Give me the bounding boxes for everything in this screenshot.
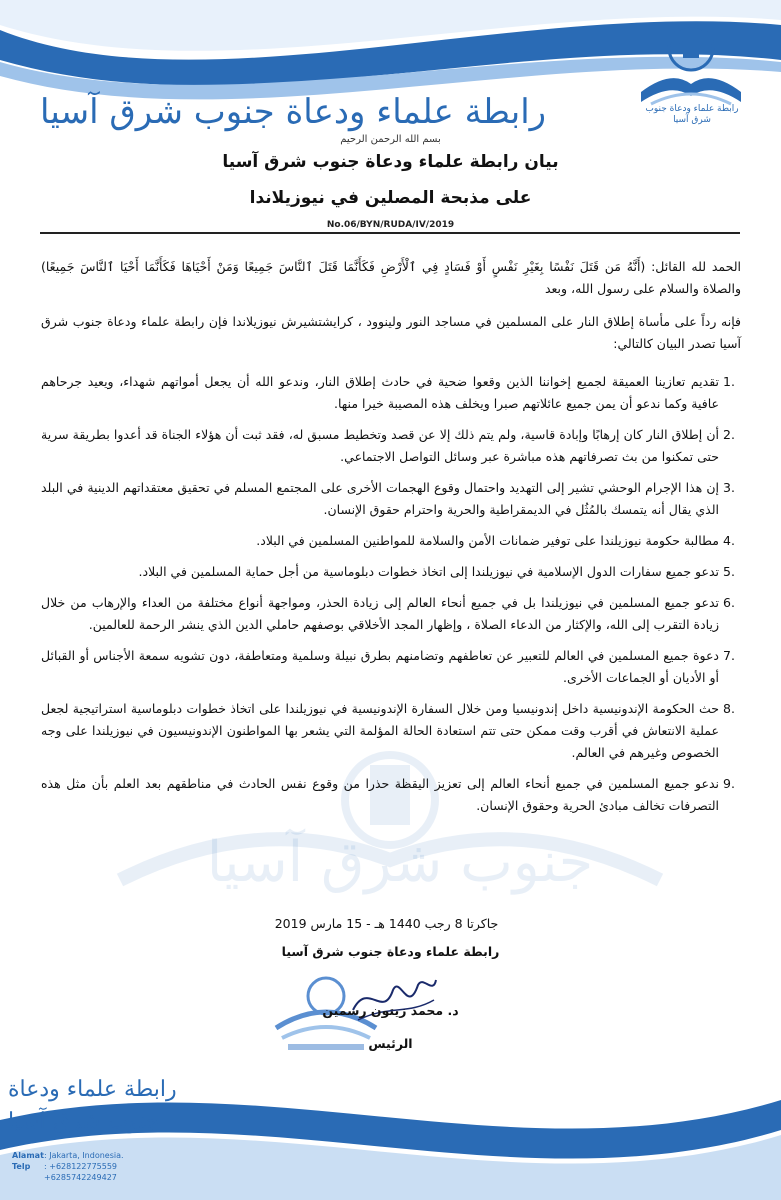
list-item: [41, 698, 741, 764]
document-number: No.06/BYN/RUDA/IV/2019: [326, 220, 455, 230]
document-subtitle: على مذبحة المصلين في نيوزيلاندا: [249, 188, 532, 208]
item-text: تدعو جميع المسلمين في نيوزيلندا بل في جميع أنحاء العالم إلى زيادة الحذر، ومواجهة أنواع مختلفة من العداء والإرهاب من خلال زيادة التقرب إلى الله، والإكثار من الدعاء الصلاة ، وإظهار المجد الأخلاقي بوصفهم حاملي الدين الذي ينشر الرحمة للعالمين.: [41, 595, 719, 632]
item-text: تقديم تعازينا العميقة لجميع إخواننا الذين وقعوا ضحية في حادث إطلاق النار، وندعو الله أن يجعل أمواتهم شهداء، ويعيد جرحاهم عافية وكما ندعو أن يمن جميع عائلاتهم صبرا ويخلف هذه المصيبة خيرا منها.: [41, 374, 719, 411]
list-item: [41, 645, 741, 689]
footer-address: [12, 1150, 212, 1161]
phone-value-1: : +628122775559: [44, 1162, 118, 1171]
signer-name: د. محمد زيتون رسمين: [322, 1003, 459, 1018]
item-number: .1: [723, 374, 735, 389]
item-text: مطالبة حكومة نيوزيلندا على توفير ضمانات الأمن والسلامة للمواطنين المسلمين في البلاد.: [256, 533, 719, 548]
address-value: : Jakarta, Indonesia.: [44, 1151, 124, 1160]
list-item: [41, 530, 741, 552]
item-number: .2: [723, 427, 735, 442]
item-text: ندعو جميع المسلمين في جميع أنحاء العالم إلى تعزيز اليقظة حذرا من وقوع نفس الحادث في مناطقهم بعد العلم بأن مثل هذه التصرفات تخالف مبادئ الحرية وحقوق الإنسان.: [41, 776, 719, 813]
item-text: إن هذا الإجرام الوحشي تشير إلى التهديد واحتمال وقوع الهجمات الأخرى على المجتمع المسلم في تحقيق معتقداتهم الدينية في البلد الذي يقال أنه يتمسك بالمُثُل في الديمقراطية والحرية واحترام حقوق الإنسان.: [41, 480, 719, 517]
org-name-header: رابطة علماء ودعاة جنوب شرق آسيا: [40, 92, 547, 132]
list-item: [41, 477, 741, 521]
item-number: .3: [723, 480, 735, 495]
address-label: Alamat: [12, 1151, 44, 1160]
footer-org-name: [8, 1074, 208, 1138]
signature: [348, 970, 438, 1030]
intro-paragraph: الحمد لله القائل: (أَنَّهُ مَن قَتَلَ نَفْسًا بِغَيْرِ نَفْسٍ أَوْ فَسَادٍ فِي ٱلْأَرْضِ فَكَأَنَّمَا قَتَلَ ٱلنَّاسَ جَمِيعًا وَمَنْ أَحْيَاهَا فَكَأَنَّمَا أَحْيَا ٱلنَّاسَ جَمِيعًا) والصلاة والسلام على رسول الله، وبعد: [41, 259, 741, 296]
statement-items: [41, 371, 741, 826]
footer-phone: [12, 1161, 212, 1172]
statement-date: جاكرتا 8 رجب 1440 هـ - 15 مارس 2019: [274, 916, 499, 931]
item-text: دعوة جميع المسلمين في العالم للتعبير عن تعاطفهم وتضامنهم بطرق نبيلة وسلمية ومتعاطفة، دون تشويه سمعة الأجناس أو القبائل أو الأديان أو الجماعات الأخرى.: [41, 648, 719, 685]
signer-role: الرئيس: [368, 1036, 413, 1051]
item-number: .5: [723, 564, 735, 579]
item-number: .6: [723, 595, 735, 610]
list-item: [41, 592, 741, 636]
intro-statement: فإنه رداً على مأساة إطلاق النار على المسلمين في مساجد النور ولينوود ، كرايشتشيرش نيوزيلاندا فإن رابطة علماء ودعاة جنوب شرق آسيا تصدر البيان كالتالي:: [41, 314, 741, 351]
list-item: [41, 424, 741, 468]
item-number: .7: [723, 648, 735, 663]
footer-name-line1: رابطة علماء ودعاة: [8, 1077, 177, 1102]
bismillah: بسم الله الرحمن الرحيم: [340, 134, 441, 145]
item-text: تدعو جميع سفارات الدول الإسلامية في نيوزيلندا إلى اتخاذ خطوات دبلوماسية من أجل حماية المسلمين في البلاد.: [138, 564, 719, 579]
phone-label: Telp: [12, 1162, 31, 1171]
logo-caption: رابطة علماء ودعاة جنوب شرق آسيا: [645, 104, 739, 125]
list-item: [41, 561, 741, 583]
item-number: .4: [723, 533, 735, 548]
footer-contact: [12, 1150, 212, 1183]
document-title: بيان رابطة علماء ودعاة جنوب شرق آسيا: [222, 152, 559, 172]
header-divider: [40, 232, 740, 234]
phone-value-2: +6285742249427: [44, 1173, 117, 1182]
item-text: حث الحكومة الإندونيسية داخل إندونيسيا ومن خلال السفارة الإندونيسية في نيوزيلندا على اتخاذ خطوات دبلوماسية استراتيجية لجعل عملية الانتعاش في أقرب وقت ممكن حتى تتم استعادة الحالة المؤلمة التي يشعر بها المواطنون الإندونيسيون في نيوزيلندا على وجه الخصوص وغيرهم في العالم.: [41, 701, 719, 760]
watermark-text: جنوب شرق آسيا: [206, 830, 594, 895]
item-number: .8: [723, 701, 735, 716]
list-item: [41, 371, 741, 415]
item-number: .9: [723, 776, 735, 791]
footer-name-line2: جنوب شرق آسيا: [8, 1109, 160, 1134]
footer-phone-2: [12, 1172, 212, 1183]
signing-organization: رابطة علماء ودعاة جنوب شرق آسيا: [281, 944, 500, 959]
list-item: [41, 773, 741, 817]
item-text: أن إطلاق النار كان إرهابًا وإبادة قاسية، ولم يتم ذلك إلا عن قصد وتخطيط مسبق له، فقد ثبت أن هؤلاء الجناة قد أعدوا بطريقة سرية حتى تمكنوا من بث تصرفاتهم هذه مباشرة عبر وسائل التواصل الاجتماعي.: [41, 427, 719, 464]
